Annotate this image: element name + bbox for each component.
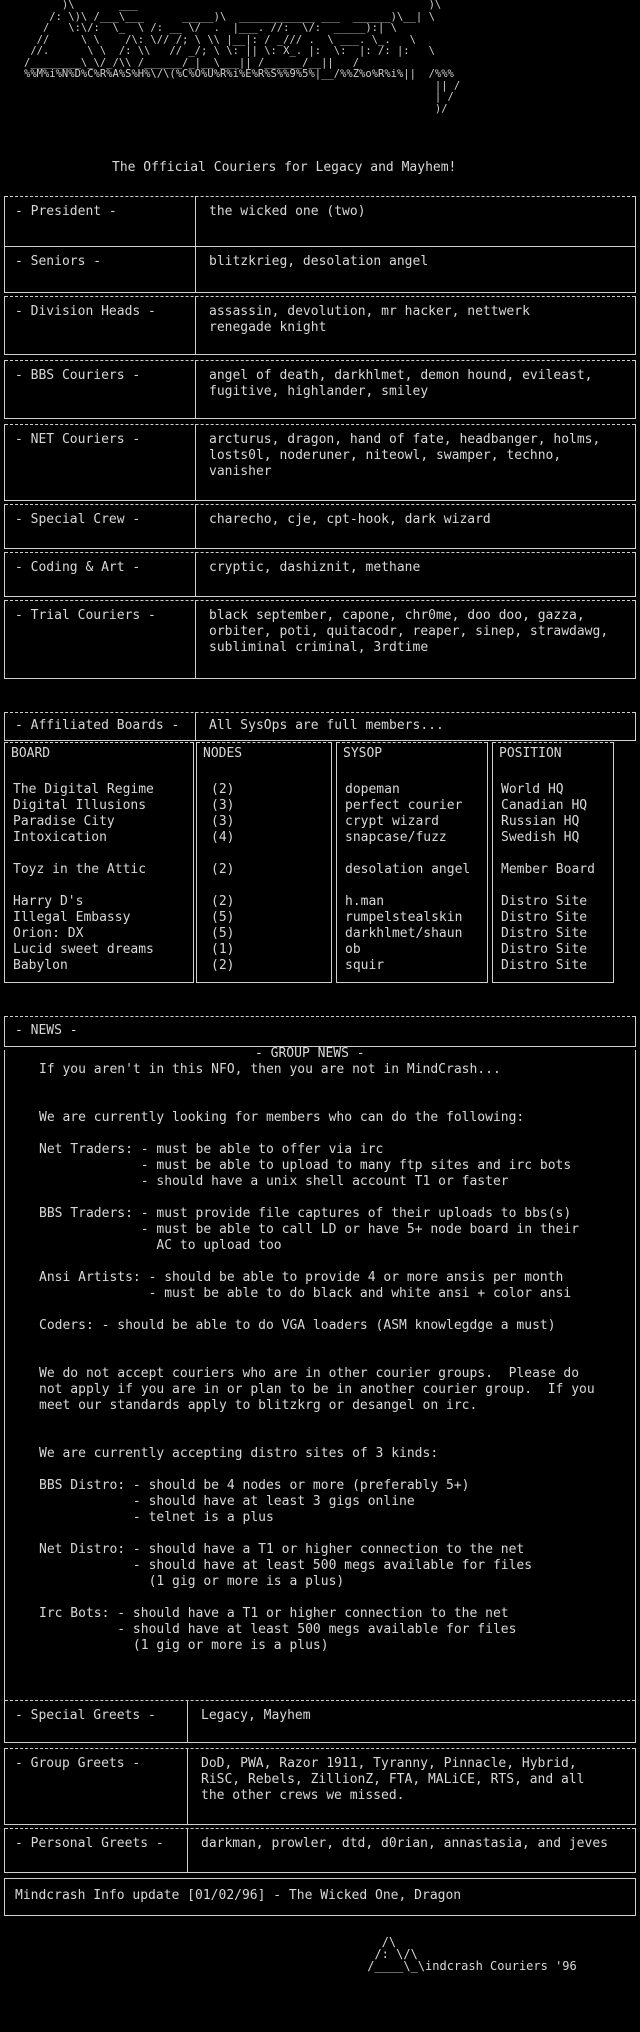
board-list: The Digital Regime Digital Illusions Paradise City Intoxication Toyz in the Attic Harry D's Illegal Embassy Orion: DX Lucid sweet dreams Babylon [13,782,154,973]
net-couriers-box [4,424,636,501]
personal-greets-box [4,1828,636,1873]
news-label: - NEWS - [15,1023,78,1038]
trial-couriers-label: - Trial Couriers - [15,608,156,623]
personal-greets-label: - Personal Greets - [15,1836,164,1851]
affiliated-boards-note: All SysOps are full members... [209,718,444,733]
special-greets-box [4,1700,636,1743]
special-greets-label: - Special Greets - [15,1708,156,1723]
group-greets-box [4,1748,636,1825]
seniors-value: blitzkrieg, desolation angel [209,254,429,269]
news-header-box [4,1016,636,1047]
news-box [4,1046,636,1730]
trial-couriers-value: black september, capone, chr0me, doo doo, gazza, orbiter, poti, quitacodr, reaper, sinep, strawdawg, subliminal criminal, 3rdtime [209,608,609,655]
sysop-column [336,742,488,983]
nodes-list: (2) (3) (3) (4) (2) (2) (5) (5) (1) (2) [211,782,235,973]
board-column [4,742,194,983]
board-header: BOARD [11,746,51,761]
coding-art-value: cryptic, dashiznit, methane [209,560,421,575]
coding-art-label: - Coding & Art - [15,560,141,575]
coding-art-box [4,552,636,597]
bbs-couriers-value: angel of death, darkhlmet, demon hound, evileast, fugitive, highlander, smiley [209,368,593,399]
nodes-header: NODES [203,746,243,761]
special-crew-label: - Special Crew - [15,512,141,527]
sysop-header: SYSOP [343,746,383,761]
group-news-title: - GROUP NEWS - [255,1046,365,1061]
position-list: World HQ Canadian HQ Russian HQ Swedish HQ Member Board Distro Site Distro Site Distro Site Distro Site Distro Site [501,782,595,973]
bbs-couriers-label: - BBS Couriers - [15,368,141,383]
personal-greets-value: darkman, prowler, dtd, d0rian, annastasia, and jeves [201,1836,608,1851]
info-update-footer [4,1878,636,1916]
net-couriers-label: - NET Couriers - [15,432,141,447]
info-update-text: Mindcrash Info update [01/02/96] - The Wicked One, Dragon [15,1888,462,1903]
president-box [4,196,636,247]
affiliated-boards-label: - Affiliated Boards - [15,718,180,733]
group-greets-value: DoD, PWA, Razor 1911, Tyranny, Pinnacle, Hybrid, RiSC, Rebels, ZillionZ, FTA, MALiCE, RTS, and all the other crews we missed. [201,1756,585,1803]
group-greets-label: - Group Greets - [15,1756,141,1771]
mindcrash-signature: /\ /: \/\ /____\_\indcrash Couriers '96 [367,1935,577,1973]
affiliated-boards-box [4,712,636,741]
president-value: the wicked one (two) [209,204,366,219]
seniors-label: - Seniors - [15,254,102,269]
president-label: - President - [15,204,117,219]
position-column [492,742,614,983]
position-header: POSITION [499,746,562,761]
division-heads-value: assassin, devolution, mr hacker, nettwerk renegade knight [209,304,530,335]
nodes-column [196,742,332,983]
net-couriers-value: arcturus, dragon, hand of fate, headbanger, holms, losts0l, noderuner, niteowl, swamper, techno, vanisher [209,432,601,479]
special-greets-value: Legacy, Mayhem [201,1708,311,1723]
mindcrash-ascii-logo: )\ ___ )\ /: \)\ /___\___ _____)\ ____________ ___ ______)\__| \ / \:\/: \_ \ /: __ \/ . |___. //: \/: _____):| \ // \ \ /\: \// /; \ \\ |__|: / _/// . \ ___. \_. \ //. \ \ /: \\ // _/; \ \: || \: X_. |: \: |: /: |: \ /________\_\/_/\\ /______/_|__\___|| /______/__|| / %%M%i%N%D%C%R%A%S%H%\/\(%C%O%U%R%i%E%R%S%%9%5%|__/%%Z%o%R%i%|| /%%% || / | / )/ [24,0,461,115]
special-crew-box [4,504,636,549]
special-crew-value: charecho, cje, cpt-hook, dark wizard [209,512,491,527]
sysop-list: dopeman perfect courier crypt wizard snapcase/fuzz desolation angel h.man rumpelstealskin darkhlmet/shaun ob squir [345,782,471,973]
bbs-couriers-box [4,360,636,419]
trial-couriers-box [4,600,636,679]
affiliated-boards-table [4,742,634,984]
seniors-box [4,246,636,293]
division-heads-label: - Division Heads - [15,304,156,319]
division-heads-box [4,296,636,355]
group-tagline: The Official Couriers for Legacy and Mayhem! [112,160,457,175]
group-news-body: If you aren't in this NFO, then you are not in MindCrash... We are currently looking for members who can do the following: Net Traders: - must be able to offer via irc - must be able to upload to many ftp sites and irc bots - should have a unix shell account T1 or faster BBS Traders: - must provide file captures of their uploads to bbs(s) - must be able to call LD or have 5+ node board in their AC to upload too Ansi Artists: - should be able to provide 4 or more ansis per month - must be able to do black and white ansi + color ansi Coders: - should be able to do VGA loaders (ASM knowlegdge a must) We do not accept couriers who are in other courier groups. Please do not apply if you are in or plan to be in another courier group. If you meet our standards apply to blitzkrg or desangel on irc. We are currently accepting distro sites of 3 kinds: BBS Distro: - should be 4 nodes or more (preferably 5+) - should have at least 3 gigs online - telnet is a plus Net Distro: - should have a T1 or higher connection to the net - should have at least 500 megs available for files (1 gig or more is a plus) Irc Bots: - should have a T1 or higher connection to the net - should have at least 500 megs available for files (1 gig or more is a plus) [39,1062,595,1653]
